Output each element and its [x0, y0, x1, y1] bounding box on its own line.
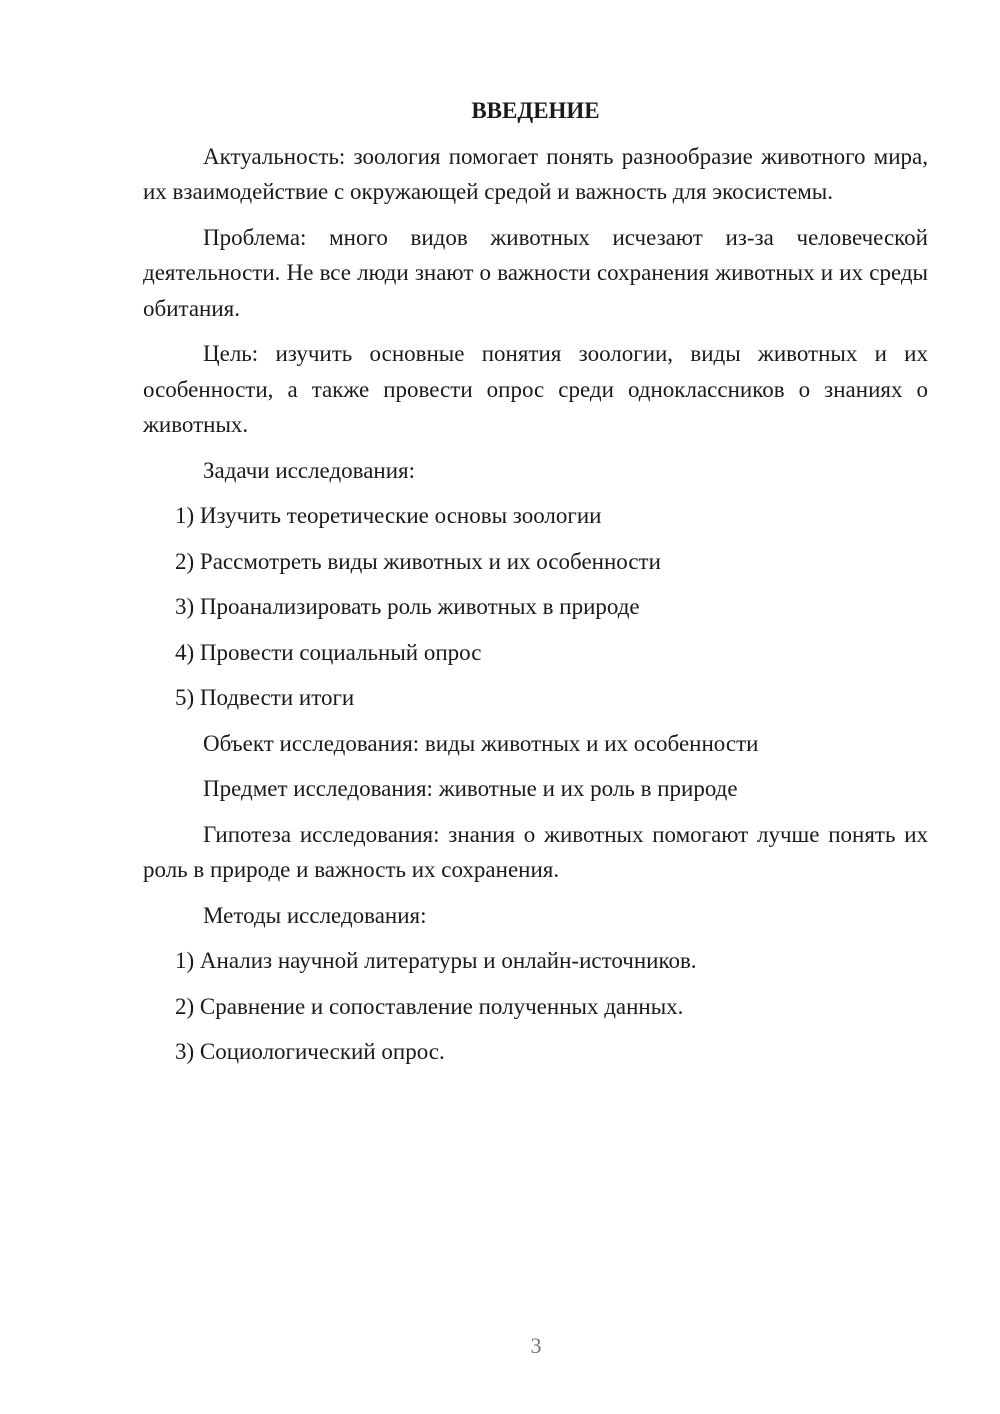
goal-paragraph: Цель: изучить основные понятия зоологии, виды животных и их особенности, а также провести опрос среди одноклассников о знаниях о животных.: [143, 341, 928, 437]
task-item: 2) Рассмотреть виды животных и их особенности: [175, 548, 661, 574]
tasks-title: Задачи исследования:: [203, 457, 416, 483]
page-number: 3: [530, 1333, 542, 1358]
method-item: 3) Социологический опрос.: [175, 1039, 445, 1064]
subject-paragraph: Предмет исследования: животные и их роль в природе: [203, 776, 738, 801]
problem-paragraph: Проблема: много видов животных исчезают из-за человеческой деятельности. Не все люди знают о важности сохранения животных и их среды обитания.: [143, 224, 928, 321]
methods-title: Методы исследования:: [203, 902, 427, 928]
task-item: 1) Изучить теоретические основы зоологии: [175, 503, 602, 528]
method-item: 1) Анализ научной литературы и онлайн-источников.: [175, 948, 697, 973]
task-item: 4) Провести социальный опрос: [175, 639, 482, 665]
task-item: 3) Проанализировать роль животных в природе: [175, 594, 640, 619]
method-item: 2) Сравнение и сопоставление полученных данных.: [175, 993, 684, 1019]
relevance-paragraph: Актуальность: зоология помогает понять разнообразие животного мира, их взаимодействие с окружающей средой и важность для экосистемы.: [143, 143, 928, 204]
hypothesis-paragraph: Гипотеза исследования: знания о животных помогают лучше понять их роль в природе и важность их сохранения.: [143, 821, 928, 882]
object-paragraph: Объект исследования: виды животных и их особенности: [203, 730, 759, 756]
task-item: 5) Подвести итоги: [175, 685, 355, 710]
section-heading: ВВЕДЕНИЕ: [471, 98, 600, 123]
page-content: [143, 93, 928, 1080]
